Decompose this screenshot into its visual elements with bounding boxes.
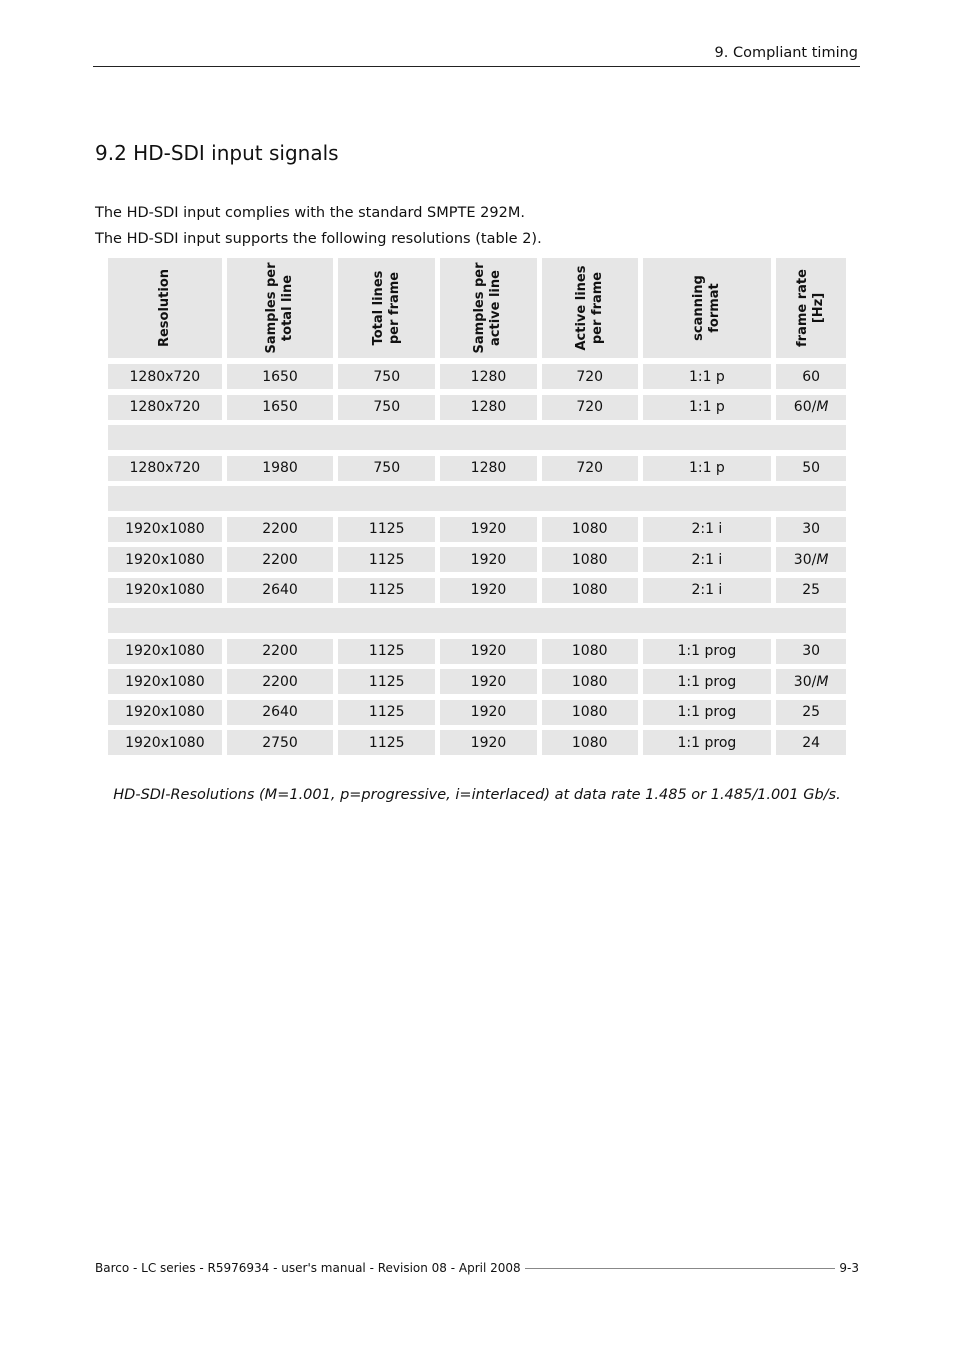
- cell-samples-per-active-line: 1920: [440, 517, 537, 542]
- cell-resolution: 1920x1080: [108, 517, 222, 542]
- cell-scanning-format: 1:1 prog: [643, 669, 772, 694]
- cell-total-lines-per-frame: 1125: [338, 517, 435, 542]
- cell-total-lines-per-frame: 1125: [338, 730, 435, 755]
- cell-resolution: 1280x720: [108, 456, 222, 481]
- cell-scanning-format: 1:1 p: [643, 456, 772, 481]
- cell-scanning-format: 1:1 prog: [643, 639, 772, 664]
- cell-active-lines-per-frame: 720: [542, 456, 638, 481]
- cell-active-lines-per-frame: 1080: [542, 517, 638, 542]
- header-label-line: Active lines: [573, 265, 589, 351]
- paragraph-resolutions: The HD-SDI input supports the following resolutions (table 2).: [95, 231, 542, 247]
- header-label-line: frame rate: [795, 269, 811, 347]
- cell-resolution: 1920x1080: [108, 669, 222, 694]
- table-separator-row: [108, 425, 846, 450]
- header-label-line: format: [706, 283, 722, 333]
- table-separator-row: [108, 486, 846, 511]
- cell-total-lines-per-frame: 1125: [338, 547, 435, 572]
- cell-active-lines-per-frame: 1080: [542, 700, 638, 725]
- header-label-line: Samples per: [264, 262, 280, 354]
- cell-total-lines-per-frame: 750: [338, 364, 435, 389]
- footer-rule: [525, 1268, 836, 1269]
- cell-resolution: 1920x1080: [108, 547, 222, 572]
- footer-doc-info: Barco - LC series - R5976934 - user's manual - Revision 08 - April 2008: [95, 1261, 521, 1275]
- cell-total-lines-per-frame: 750: [338, 456, 435, 481]
- cell-samples-per-total-line: 2640: [227, 578, 334, 603]
- cell-scanning-format: 2:1 i: [643, 578, 772, 603]
- header-label-line: per frame: [589, 271, 605, 345]
- cell-samples-per-total-line: 2200: [227, 639, 334, 664]
- cell-scanning-format: 1:1 prog: [643, 700, 772, 725]
- cell-samples-per-total-line: 2200: [227, 547, 334, 572]
- cell-samples-per-active-line: 1280: [440, 456, 537, 481]
- header-label-line: Samples per: [472, 262, 488, 354]
- table-row: [108, 730, 846, 755]
- header-resolution: [108, 258, 222, 358]
- table-caption: HD-SDI-Resolutions (M=1.001, p=progressive, i=interlaced) at data rate 1.485 or 1.485/1.001 Gb/s.: [113, 787, 841, 803]
- cell-frame-rate: 50: [776, 456, 846, 481]
- cell-samples-per-active-line: 1280: [440, 364, 537, 389]
- cell-frame-rate: 25: [776, 578, 846, 603]
- cell-active-lines-per-frame: 720: [542, 395, 638, 420]
- table-row: [108, 364, 846, 389]
- table-row: [108, 639, 846, 664]
- header-rule: [93, 66, 860, 67]
- cell-scanning-format: 2:1 i: [643, 547, 772, 572]
- cell-frame-rate: 60/ M: [776, 395, 846, 420]
- cell-samples-per-total-line: 1980: [227, 456, 334, 481]
- cell-samples-per-active-line: 1920: [440, 730, 537, 755]
- cell-resolution: 1920x1080: [108, 639, 222, 664]
- cell-active-lines-per-frame: 720: [542, 364, 638, 389]
- cell-active-lines-per-frame: 1080: [542, 730, 638, 755]
- header-label-line: scanning: [690, 275, 706, 341]
- cell-active-lines-per-frame: 1080: [542, 578, 638, 603]
- cell-frame-rate: 30/ M: [776, 547, 846, 572]
- cell-samples-per-total-line: 2640: [227, 700, 334, 725]
- cell-resolution: 1920x1080: [108, 700, 222, 725]
- cell-total-lines-per-frame: 1125: [338, 639, 435, 664]
- header-frame-rate: [776, 258, 846, 358]
- header-label-line: total line: [280, 274, 296, 342]
- cell-scanning-format: 2:1 i: [643, 517, 772, 542]
- table-row: [108, 547, 846, 572]
- header-label-line: active line: [488, 270, 504, 346]
- cell-frame-rate: 30/ M: [776, 669, 846, 694]
- table-row: [108, 517, 846, 542]
- table-row: [108, 395, 846, 420]
- table-row: [108, 669, 846, 694]
- cell-resolution: 1920x1080: [108, 578, 222, 603]
- cell-frame-rate: 60: [776, 364, 846, 389]
- cell-resolution: 1280x720: [108, 364, 222, 389]
- footer-page-number: 9-3: [839, 1261, 859, 1275]
- cell-samples-per-active-line: 1920: [440, 639, 537, 664]
- cell-resolution: 1280x720: [108, 395, 222, 420]
- header-label-line: [Hz]: [811, 292, 827, 324]
- header-active-lines-per-frame: [542, 258, 638, 358]
- cell-frame-rate: 25: [776, 700, 846, 725]
- header-label-line: Total lines: [370, 270, 386, 346]
- cell-samples-per-active-line: 1920: [440, 700, 537, 725]
- cell-frame-rate: 24: [776, 730, 846, 755]
- cell-samples-per-active-line: 1920: [440, 578, 537, 603]
- header-label-line: per frame: [386, 271, 402, 345]
- cell-samples-per-total-line: 2200: [227, 517, 334, 542]
- table-separator-row: [108, 608, 846, 633]
- page-header-chapter: 9. Compliant timing: [714, 45, 858, 61]
- table-row: [108, 700, 846, 725]
- cell-frame-rate: 30: [776, 517, 846, 542]
- cell-scanning-format: 1:1 p: [643, 395, 772, 420]
- header-total-lines-per-frame: [338, 258, 435, 358]
- resolution-table: [108, 258, 846, 755]
- cell-scanning-format: 1:1 p: [643, 364, 772, 389]
- header-label-line: Resolution: [156, 268, 172, 348]
- page-footer: [95, 1261, 859, 1275]
- cell-samples-per-active-line: 1920: [440, 547, 537, 572]
- cell-frame-rate: 30: [776, 639, 846, 664]
- cell-samples-per-total-line: 1650: [227, 395, 334, 420]
- table-header-row: [108, 258, 846, 358]
- cell-samples-per-total-line: 2750: [227, 730, 334, 755]
- cell-resolution: 1920x1080: [108, 730, 222, 755]
- header-samples-per-total-line: [227, 258, 334, 358]
- cell-total-lines-per-frame: 750: [338, 395, 435, 420]
- paragraph-standard: The HD-SDI input complies with the standard SMPTE 292M.: [95, 205, 525, 221]
- table-row: [108, 456, 846, 481]
- cell-total-lines-per-frame: 1125: [338, 700, 435, 725]
- cell-samples-per-total-line: 2200: [227, 669, 334, 694]
- header-scanning-format: [643, 258, 772, 358]
- cell-samples-per-active-line: 1280: [440, 395, 537, 420]
- cell-samples-per-total-line: 1650: [227, 364, 334, 389]
- table-row: [108, 578, 846, 603]
- cell-scanning-format: 1:1 prog: [643, 730, 772, 755]
- header-samples-per-active-line: [440, 258, 537, 358]
- cell-active-lines-per-frame: 1080: [542, 669, 638, 694]
- section-title: 9.2 HD-SDI input signals: [95, 141, 339, 165]
- cell-samples-per-active-line: 1920: [440, 669, 537, 694]
- cell-active-lines-per-frame: 1080: [542, 547, 638, 572]
- cell-active-lines-per-frame: 1080: [542, 639, 638, 664]
- cell-total-lines-per-frame: 1125: [338, 669, 435, 694]
- cell-total-lines-per-frame: 1125: [338, 578, 435, 603]
